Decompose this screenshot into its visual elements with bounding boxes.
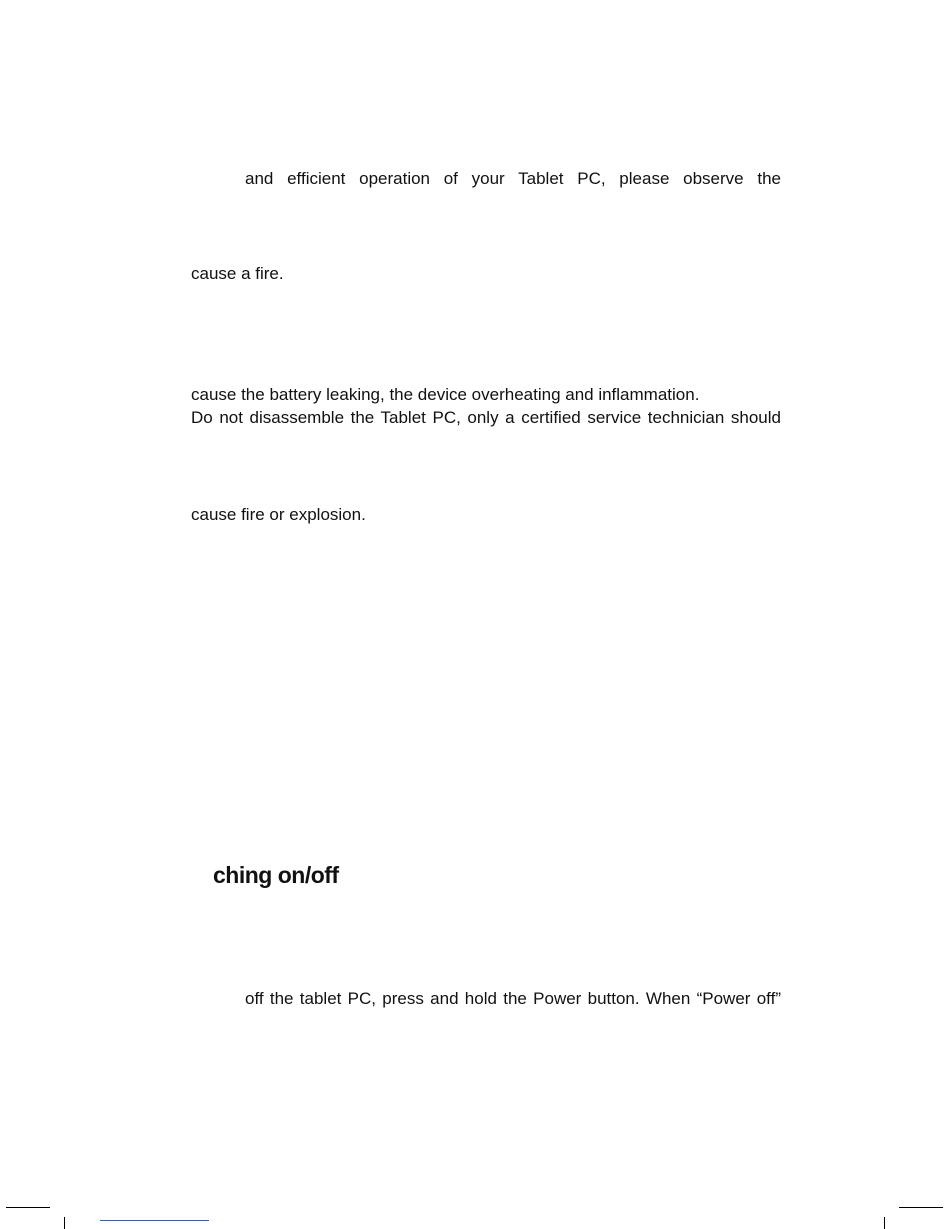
- body-line-3: cause the battery leaking, the device overheating and inflammation.: [191, 385, 700, 404]
- body-line-5: cause fire or explosion.: [191, 505, 366, 524]
- body-line-2: cause a fire.: [191, 264, 284, 283]
- crop-mark-bottom-right-horizontal: [899, 1207, 943, 1208]
- crop-mark-bottom-left-vertical: [64, 1217, 65, 1229]
- footer-link-underline: [100, 1220, 209, 1221]
- body-line-6: off the tablet PC, press and hold the Power button. When “Power off”: [245, 989, 781, 1008]
- body-line-4: Do not disassemble the Tablet PC, only a certified service technician should: [191, 408, 781, 427]
- crop-mark-bottom-left-horizontal: [6, 1207, 50, 1208]
- section-heading: ching on/off: [213, 862, 339, 888]
- body-line-1: and efficient operation of your Tablet PC, please observe the: [245, 169, 781, 188]
- crop-mark-bottom-right-vertical: [884, 1217, 885, 1229]
